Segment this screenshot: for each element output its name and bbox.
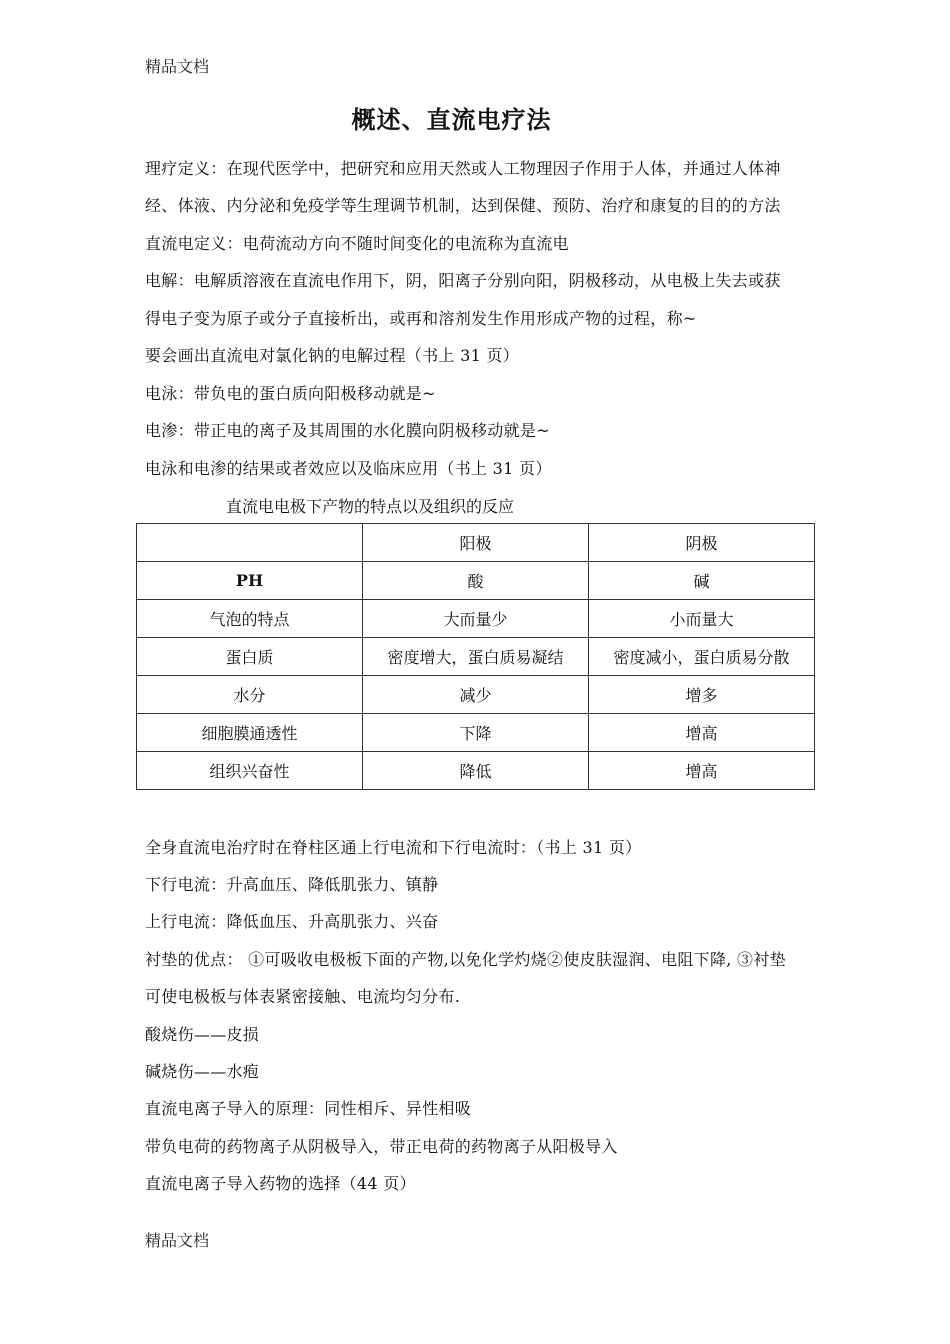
table-cell: 下降: [363, 714, 589, 752]
table-row: [137, 562, 815, 600]
paragraph-line: 经、体液、内分泌和免疫学等生理调节机制，达到保健、预防、治疗和康复的目的的方法: [145, 196, 781, 215]
table-cell: 增高: [589, 752, 815, 790]
table-cell: 小而量大: [589, 600, 815, 638]
table-cell: 酸: [363, 562, 589, 600]
paragraph-line: 直流电离子导入的原理：同性相斥、异性相吸: [145, 1099, 472, 1118]
paragraph-line: 得电子变为原子或分子直接析出，或再和溶剂发生作用形成产物的过程，称~: [145, 309, 697, 328]
table-cell: 减少: [363, 676, 589, 714]
paragraph-line: 电泳：带负电的蛋白质向阳极移动就是~: [145, 384, 436, 403]
electrode-products-table: [136, 523, 815, 790]
paragraph-line: 可使电极板与体表紧密接触、电流均匀分布.: [145, 987, 461, 1006]
paragraph-line: 带负电荷的药物离子从阴极导入，带正电荷的药物离子从阳极导入: [145, 1137, 618, 1156]
table-header-cell: [137, 524, 363, 562]
table-cell: 增多: [589, 676, 815, 714]
table-cell: 蛋白质: [137, 638, 363, 676]
paragraph-line: 上行电流：降低血压、升高肌张力、兴奋: [145, 912, 439, 931]
paragraph-line: 理疗定义：在现代医学中，把研究和应用天然或人工物理因子作用于人体，并通过人体神: [145, 159, 781, 178]
table-row: [137, 752, 815, 790]
table-cell: 密度增大，蛋白质易凝结: [363, 638, 589, 676]
table-row: [137, 676, 815, 714]
table-row: [137, 600, 815, 638]
table-cell: 增高: [589, 714, 815, 752]
table-header-cell: 阳极: [363, 524, 589, 562]
paragraph-line: 电泳和电渗的结果或者效应以及临床应用（书上 31 页）: [145, 459, 552, 478]
paragraph-line: 电解：电解质溶液在直流电作用下，阴，阳离子分别向阳，阴极移动，从电极上失去或获: [145, 271, 781, 290]
table-header-cell: 阴极: [589, 524, 815, 562]
table-header-row: [137, 524, 815, 562]
table-cell: 降低: [363, 752, 589, 790]
table-cell: PH: [137, 562, 363, 600]
paragraph-line: 电渗：带正电的离子及其周围的水化膜向阴极移动就是~: [145, 421, 550, 440]
table-row: [137, 714, 815, 752]
page-header: 精品文档: [145, 57, 210, 76]
table-cell: 水分: [137, 676, 363, 714]
paragraph-line: 要会画出直流电对氯化钠的电解过程（书上 31 页）: [145, 346, 520, 365]
table-cell: 气泡的特点: [137, 600, 363, 638]
paragraph-line: 碱烧伤——水疱: [145, 1062, 260, 1081]
table-cell: 密度减小，蛋白质易分散: [589, 638, 815, 676]
table-caption: 直流电电极下产物的特点以及组织的反应: [226, 497, 515, 516]
page-footer: 精品文档: [145, 1231, 210, 1250]
paragraph-line: 下行电流：升高血压、降低肌张力、镇静: [145, 875, 439, 894]
paragraph-line: 衬垫的优点： ①可吸收电极板下面的产物,以免化学灼烧②使皮肤湿润、电阻下降, ③衬垫: [145, 950, 786, 969]
table-cell: 碱: [589, 562, 815, 600]
document-title: 概述、直流电疗法: [351, 105, 552, 134]
table-cell: 大而量少: [363, 600, 589, 638]
paragraph-line: 直流电离子导入药物的选择（44 页）: [145, 1174, 416, 1193]
table-cell: 细胞膜通透性: [137, 714, 363, 752]
paragraph-line: 酸烧伤——皮损: [145, 1025, 260, 1044]
table-cell: 组织兴奋性: [137, 752, 363, 790]
paragraph-line: 直流电定义：电荷流动方向不随时间变化的电流称为直流电: [145, 234, 569, 253]
table-row: [137, 638, 815, 676]
paragraph-line: 全身直流电治疗时在脊柱区通上行电流和下行电流时：（书上 31 页）: [145, 838, 642, 857]
